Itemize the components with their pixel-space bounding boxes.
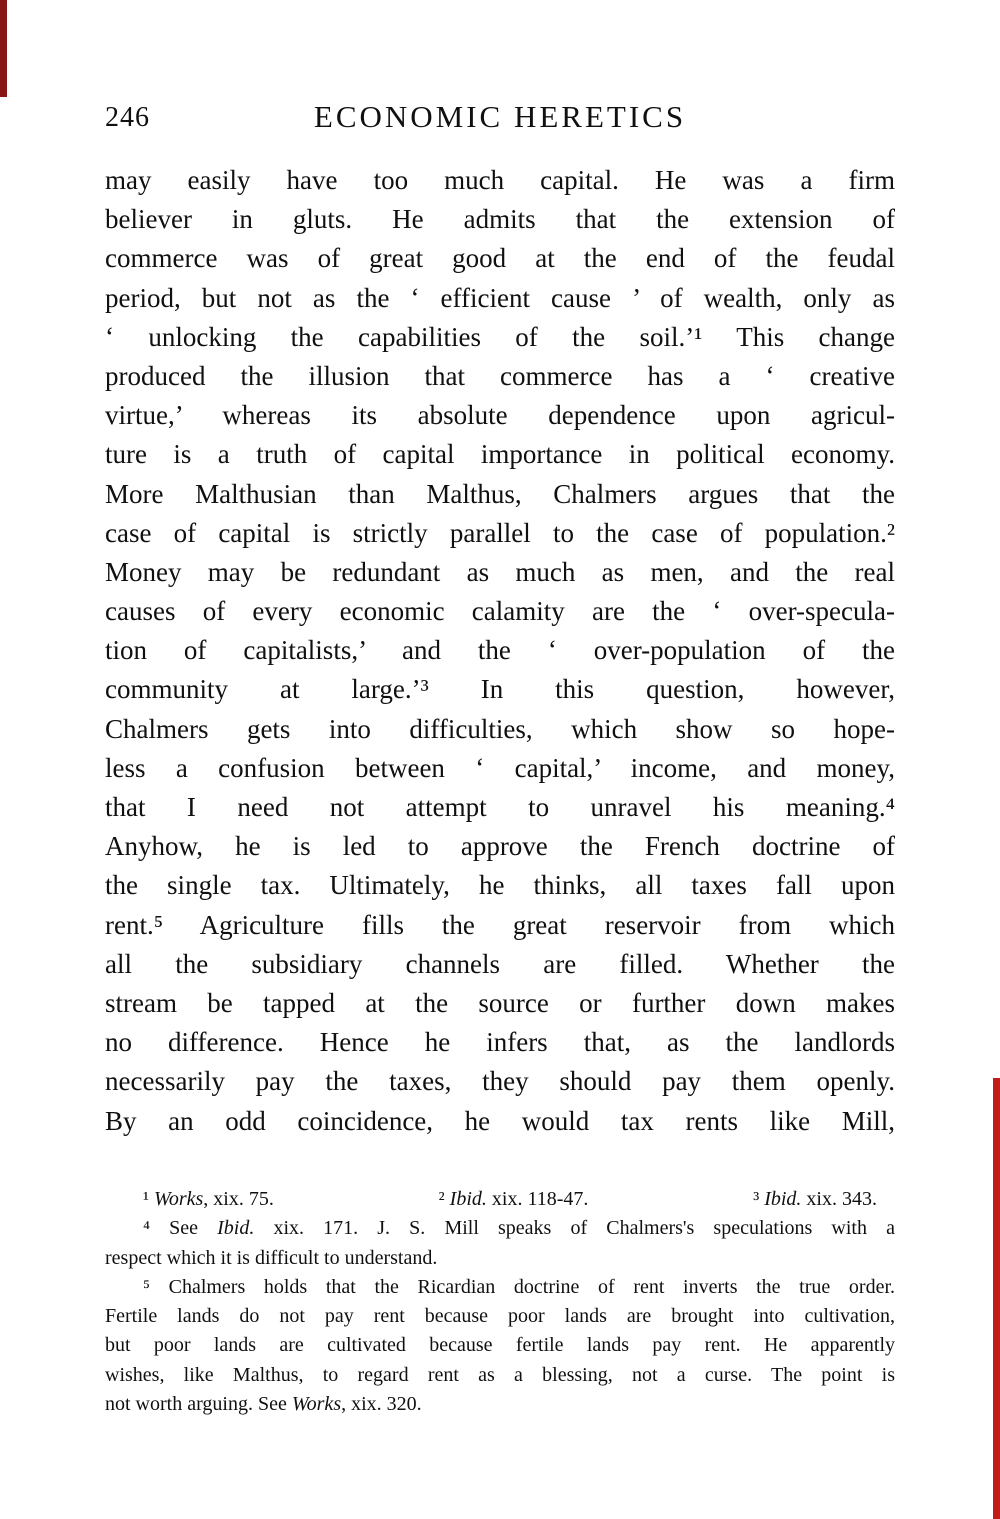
footnote-text: Fertile lands do not pay rent because poor lands are brought into cultivation, <box>105 1305 895 1328</box>
footnote-entry <box>439 1185 589 1214</box>
footnote-line <box>105 1302 895 1331</box>
footnote-line <box>105 1361 895 1390</box>
body-line: virtue,’ whereas its absolute dependence upon agricul- <box>105 400 895 431</box>
footnote-line <box>105 1273 895 1302</box>
footnote-text: respect which it is difficult to understand. <box>105 1246 438 1269</box>
footnote-text: ⁴ See <box>143 1217 218 1240</box>
body-line: By an odd coincidence, he would tax rents like Mill, <box>105 1105 895 1136</box>
running-title: ECONOMIC HERETICS <box>313 99 687 134</box>
footnote-line <box>105 1390 895 1419</box>
footnote-italic-text: Ibid. <box>449 1188 487 1210</box>
body-line: commerce was of great good at the end of the feudal <box>105 243 895 274</box>
footnote-entry <box>143 1185 274 1214</box>
body-line: community at large.’³ In this question, however, <box>105 674 895 705</box>
body-line: the single tax. Ultimately, he thinks, all taxes fall upon <box>105 870 895 901</box>
footnotes <box>105 1185 895 1419</box>
footnote-text: but poor lands are cultivated because fertile lands pay rent. He apparently <box>105 1334 895 1357</box>
body-line: ture is a truth of capital importance in political economy. <box>105 439 895 470</box>
body-line: produced the illusion that commerce has a ‘ creative <box>105 360 895 391</box>
scan-edge-mark-bottom-right <box>993 1078 1000 1519</box>
body-line: all the subsidiary channels are filled. Whether the <box>105 948 895 979</box>
footnote-line <box>105 1331 895 1360</box>
body-line: less a confusion between ‘ capital,’ income, and money, <box>105 752 895 783</box>
footnote-line <box>105 1185 895 1214</box>
body-text <box>105 161 895 1141</box>
body-line: Money may be redundant as much as men, and the real <box>105 556 895 587</box>
footnote-text: ⁵ Chalmers holds that the Ricardian doctrine of rent inverts the true order. <box>143 1275 895 1298</box>
scan-edge-mark-top-left <box>0 0 7 97</box>
page-header <box>105 99 895 139</box>
footnote-line <box>105 1244 895 1273</box>
footnote-italic-text: Works <box>154 1188 204 1210</box>
footnote-text: xix. 118-47. <box>486 1188 589 1210</box>
body-line: may easily have too much capital. He was a firm <box>105 165 895 195</box>
footnote-text: xix. 171. J. S. Mill speaks of Chalmers's speculations with a <box>254 1217 895 1240</box>
body-line: ‘ unlocking the capabilities of the soil.’¹ This change <box>105 321 895 352</box>
body-line: rent.⁵ Agriculture fills the great reservoir from which <box>105 909 895 940</box>
body-line: that I need not attempt to unravel his meaning.⁴ <box>105 792 895 822</box>
body-line: More Malthusian than Malthus, Chalmers argues that the <box>105 478 895 509</box>
footnote-text: xix. 343. <box>801 1188 877 1210</box>
body-line: tion of capitalists,’ and the ‘ over-population of the <box>105 635 895 666</box>
body-line: period, but not as the ‘ efficient cause ’ of wealth, only as <box>105 282 895 313</box>
body-line: stream be tapped at the source or further down makes <box>105 987 895 1018</box>
footnote-line <box>105 1214 895 1243</box>
body-line: believer in gluts. He admits that the extension of <box>105 204 895 235</box>
body-line: causes of every economic calamity are the ‘ over-specula- <box>105 596 895 627</box>
footnote-text: ³ <box>753 1188 765 1210</box>
footnote-text: not worth arguing. See <box>105 1393 292 1416</box>
footnote-text: ¹ <box>143 1188 154 1210</box>
footnote-text: ² <box>438 1188 450 1210</box>
footnote-italic-text: Ibid. <box>217 1217 255 1240</box>
body-line: Anyhow, he is led to approve the French doctrine of <box>105 831 895 862</box>
body-line: necessarily pay the taxes, they should pay them openly. <box>105 1066 895 1097</box>
body-line: no difference. Hence he infers that, as the landlords <box>105 1027 895 1058</box>
footnote-text: , xix. 320. <box>341 1393 422 1416</box>
body-line: case of capital is strictly parallel to the case of population.² <box>105 517 895 548</box>
footnote-italic-text: Ibid. <box>764 1188 802 1210</box>
body-line: Chalmers gets into difficulties, which show so hope- <box>105 713 895 744</box>
footnote-italic-text: Works <box>291 1393 342 1416</box>
footnote-text: , xix. 75. <box>203 1188 274 1210</box>
page-number: 246 <box>105 102 150 133</box>
footnote-entry <box>753 1185 877 1214</box>
footnote-text: wishes, like Malthus, to regard rent as a blessing, not a curse. The point is <box>105 1363 895 1386</box>
